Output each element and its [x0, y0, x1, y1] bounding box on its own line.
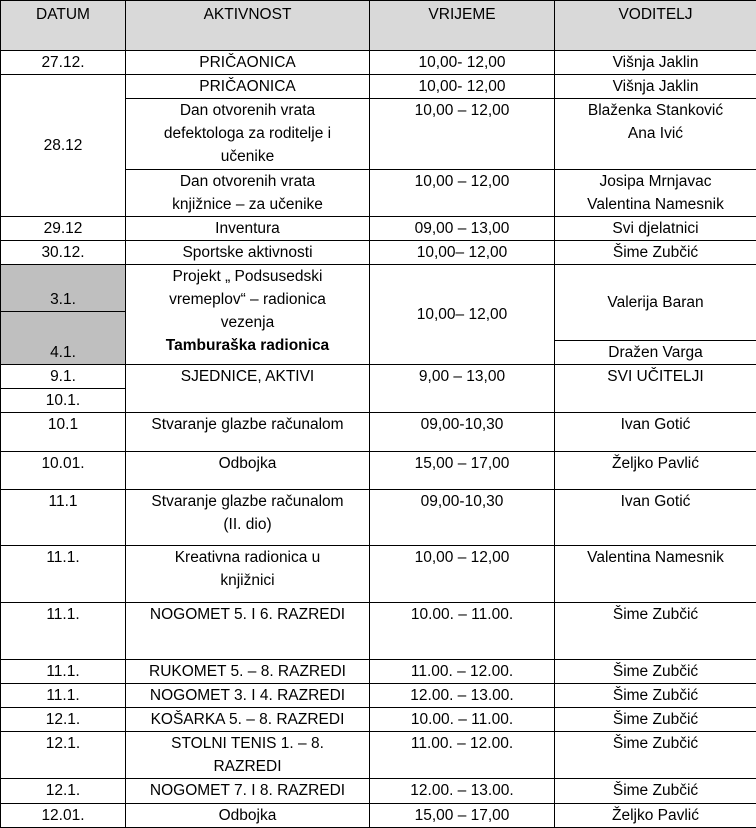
table-row	[1, 75, 756, 99]
cell-voditelj: Šime Zubčić	[555, 779, 756, 804]
cell-vrijeme: 10.00. – 11.00.	[370, 708, 555, 732]
table-row	[1, 265, 756, 312]
cell-vrijeme: 10,00 – 12,00	[370, 170, 555, 217]
cell-voditelj	[555, 170, 756, 217]
cell-datum: 27.12.	[1, 51, 126, 75]
table-row	[1, 51, 756, 75]
cell-aktivnost	[126, 490, 370, 546]
cell-text: knjižnici	[130, 569, 365, 592]
cell-text: Tamburaška radionica	[130, 334, 365, 357]
cell-aktivnost	[126, 732, 370, 779]
cell-voditelj: Šime Zubčić	[555, 708, 756, 732]
cell-vrijeme: 9,00 – 13,00	[370, 365, 555, 413]
cell-datum: 28.12	[1, 75, 126, 217]
cell-text: (II. dio)	[130, 513, 365, 536]
cell-aktivnost: PRIČAONICA	[126, 75, 370, 99]
cell-vrijeme: 10,00- 12,00	[370, 75, 555, 99]
table-row	[1, 452, 756, 490]
cell-datum: 12.01.	[1, 804, 126, 828]
cell-voditelj: Višnja Jaklin	[555, 51, 756, 75]
cell-aktivnost: Odbojka	[126, 804, 370, 828]
cell-text: Projekt „ Podsusedski	[130, 265, 365, 288]
cell-text: defektologa za roditelje i	[130, 122, 365, 145]
cell-aktivnost: RUKOMET 5. – 8. RAZREDI	[126, 660, 370, 684]
cell-aktivnost	[126, 265, 370, 365]
cell-vrijeme: 09,00-10,30	[370, 413, 555, 452]
cell-text: Blaženka Stanković	[559, 99, 752, 122]
cell-vrijeme: 10,00– 12,00	[370, 241, 555, 265]
cell-datum: 10.01.	[1, 452, 126, 490]
cell-voditelj: Šime Zubčić	[555, 241, 756, 265]
table-row	[1, 779, 756, 804]
cell-vrijeme: 15,00 – 17,00	[370, 804, 555, 828]
cell-datum: 11.1.	[1, 684, 126, 708]
table-row	[1, 660, 756, 684]
cell-aktivnost	[126, 546, 370, 603]
cell-aktivnost: KOŠARKA 5. – 8. RAZREDI	[126, 708, 370, 732]
col-header-vrijeme: VRIJEME	[370, 1, 555, 51]
table-row	[1, 546, 756, 603]
cell-voditelj: SVI UČITELJI	[555, 365, 756, 413]
table-row	[1, 413, 756, 452]
cell-text: vezenja	[130, 311, 365, 334]
cell-vrijeme: 12.00. – 13.00.	[370, 684, 555, 708]
cell-text: STOLNI TENIS 1. – 8.	[130, 732, 365, 755]
cell-datum: 9.1.	[1, 365, 126, 389]
cell-aktivnost: Odbojka	[126, 452, 370, 490]
col-header-datum: DATUM	[1, 1, 126, 51]
cell-voditelj: Šime Zubčić	[555, 603, 756, 660]
cell-datum: 12.1.	[1, 732, 126, 779]
cell-voditelj: Ivan Gotić	[555, 413, 756, 452]
cell-voditelj: Valentina Namesnik	[555, 546, 756, 603]
col-header-aktivnost: AKTIVNOST	[126, 1, 370, 51]
table-row	[1, 708, 756, 732]
table-row	[1, 603, 756, 660]
cell-datum: 12.1.	[1, 708, 126, 732]
table-row	[1, 804, 756, 828]
cell-vrijeme: 11.00. – 12.00.	[370, 660, 555, 684]
cell-datum: 4.1.	[1, 312, 126, 365]
cell-voditelj	[555, 99, 756, 170]
cell-voditelj: Šime Zubčić	[555, 684, 756, 708]
cell-voditelj: Dražen Varga	[555, 341, 756, 365]
cell-voditelj: Svi djelatnici	[555, 217, 756, 241]
cell-voditelj: Ivan Gotić	[555, 490, 756, 546]
cell-vrijeme: 10,00- 12,00	[370, 51, 555, 75]
cell-voditelj: Valerija Baran	[555, 265, 756, 341]
cell-text: Josipa Mrnjavac	[559, 170, 752, 193]
cell-text: knjižnice – za učenike	[130, 193, 365, 216]
cell-text: Valentina Namesnik	[559, 193, 752, 216]
cell-aktivnost: NOGOMET 7. I 8. RAZREDI	[126, 779, 370, 804]
cell-voditelj: Željko Pavlić	[555, 452, 756, 490]
cell-voditelj: Željko Pavlić	[555, 804, 756, 828]
cell-datum: 11.1.	[1, 603, 126, 660]
cell-datum: 11.1.	[1, 660, 126, 684]
cell-text: Ana Ivić	[559, 122, 752, 145]
cell-text: Stvaranje glazbe računalom	[130, 490, 365, 513]
cell-aktivnost	[126, 99, 370, 170]
cell-text: RAZREDI	[130, 755, 365, 778]
cell-aktivnost: Inventura	[126, 217, 370, 241]
cell-datum: 30.12.	[1, 241, 126, 265]
cell-vrijeme: 11.00. – 12.00.	[370, 732, 555, 779]
cell-aktivnost: SJEDNICE, AKTIVI	[126, 365, 370, 413]
cell-datum: 10.1.	[1, 389, 126, 413]
cell-text: Kreativna radionica u	[130, 546, 365, 569]
header-row	[1, 1, 756, 51]
cell-datum: 29.12	[1, 217, 126, 241]
col-header-voditelj: VODITELJ	[555, 1, 756, 51]
table-row	[1, 732, 756, 779]
cell-datum: 11.1	[1, 490, 126, 546]
table-row	[1, 684, 756, 708]
cell-datum: 3.1.	[1, 265, 126, 312]
table-row	[1, 365, 756, 389]
cell-datum: 10.1	[1, 413, 126, 452]
cell-vrijeme: 09,00-10,30	[370, 490, 555, 546]
cell-voditelj: Šime Zubčić	[555, 660, 756, 684]
cell-vrijeme: 10.00. – 11.00.	[370, 603, 555, 660]
cell-aktivnost: Sportske aktivnosti	[126, 241, 370, 265]
table-row	[1, 217, 756, 241]
cell-vrijeme: 10,00 – 12,00	[370, 99, 555, 170]
cell-voditelj: Višnja Jaklin	[555, 75, 756, 99]
cell-datum: 12.1.	[1, 779, 126, 804]
cell-aktivnost	[126, 170, 370, 217]
cell-vrijeme: 12.00. – 13.00.	[370, 779, 555, 804]
table-row	[1, 241, 756, 265]
cell-aktivnost: PRIČAONICA	[126, 51, 370, 75]
cell-text: vremeplov“ – radionica	[130, 288, 365, 311]
cell-text: Dan otvorenih vrata	[130, 170, 365, 193]
cell-datum: 11.1.	[1, 546, 126, 603]
cell-voditelj: Šime Zubčić	[555, 732, 756, 779]
cell-vrijeme: 10,00 – 12,00	[370, 546, 555, 603]
cell-aktivnost: NOGOMET 5. I 6. RAZREDI	[126, 603, 370, 660]
cell-aktivnost: NOGOMET 3. I 4. RAZREDI	[126, 684, 370, 708]
cell-vrijeme: 15,00 – 17,00	[370, 452, 555, 490]
cell-text: učenike	[130, 145, 365, 168]
cell-vrijeme: 10,00– 12,00	[370, 265, 555, 365]
cell-vrijeme: 09,00 – 13,00	[370, 217, 555, 241]
cell-text: Dan otvorenih vrata	[130, 99, 365, 122]
table-row	[1, 490, 756, 546]
cell-aktivnost: Stvaranje glazbe računalom	[126, 413, 370, 452]
